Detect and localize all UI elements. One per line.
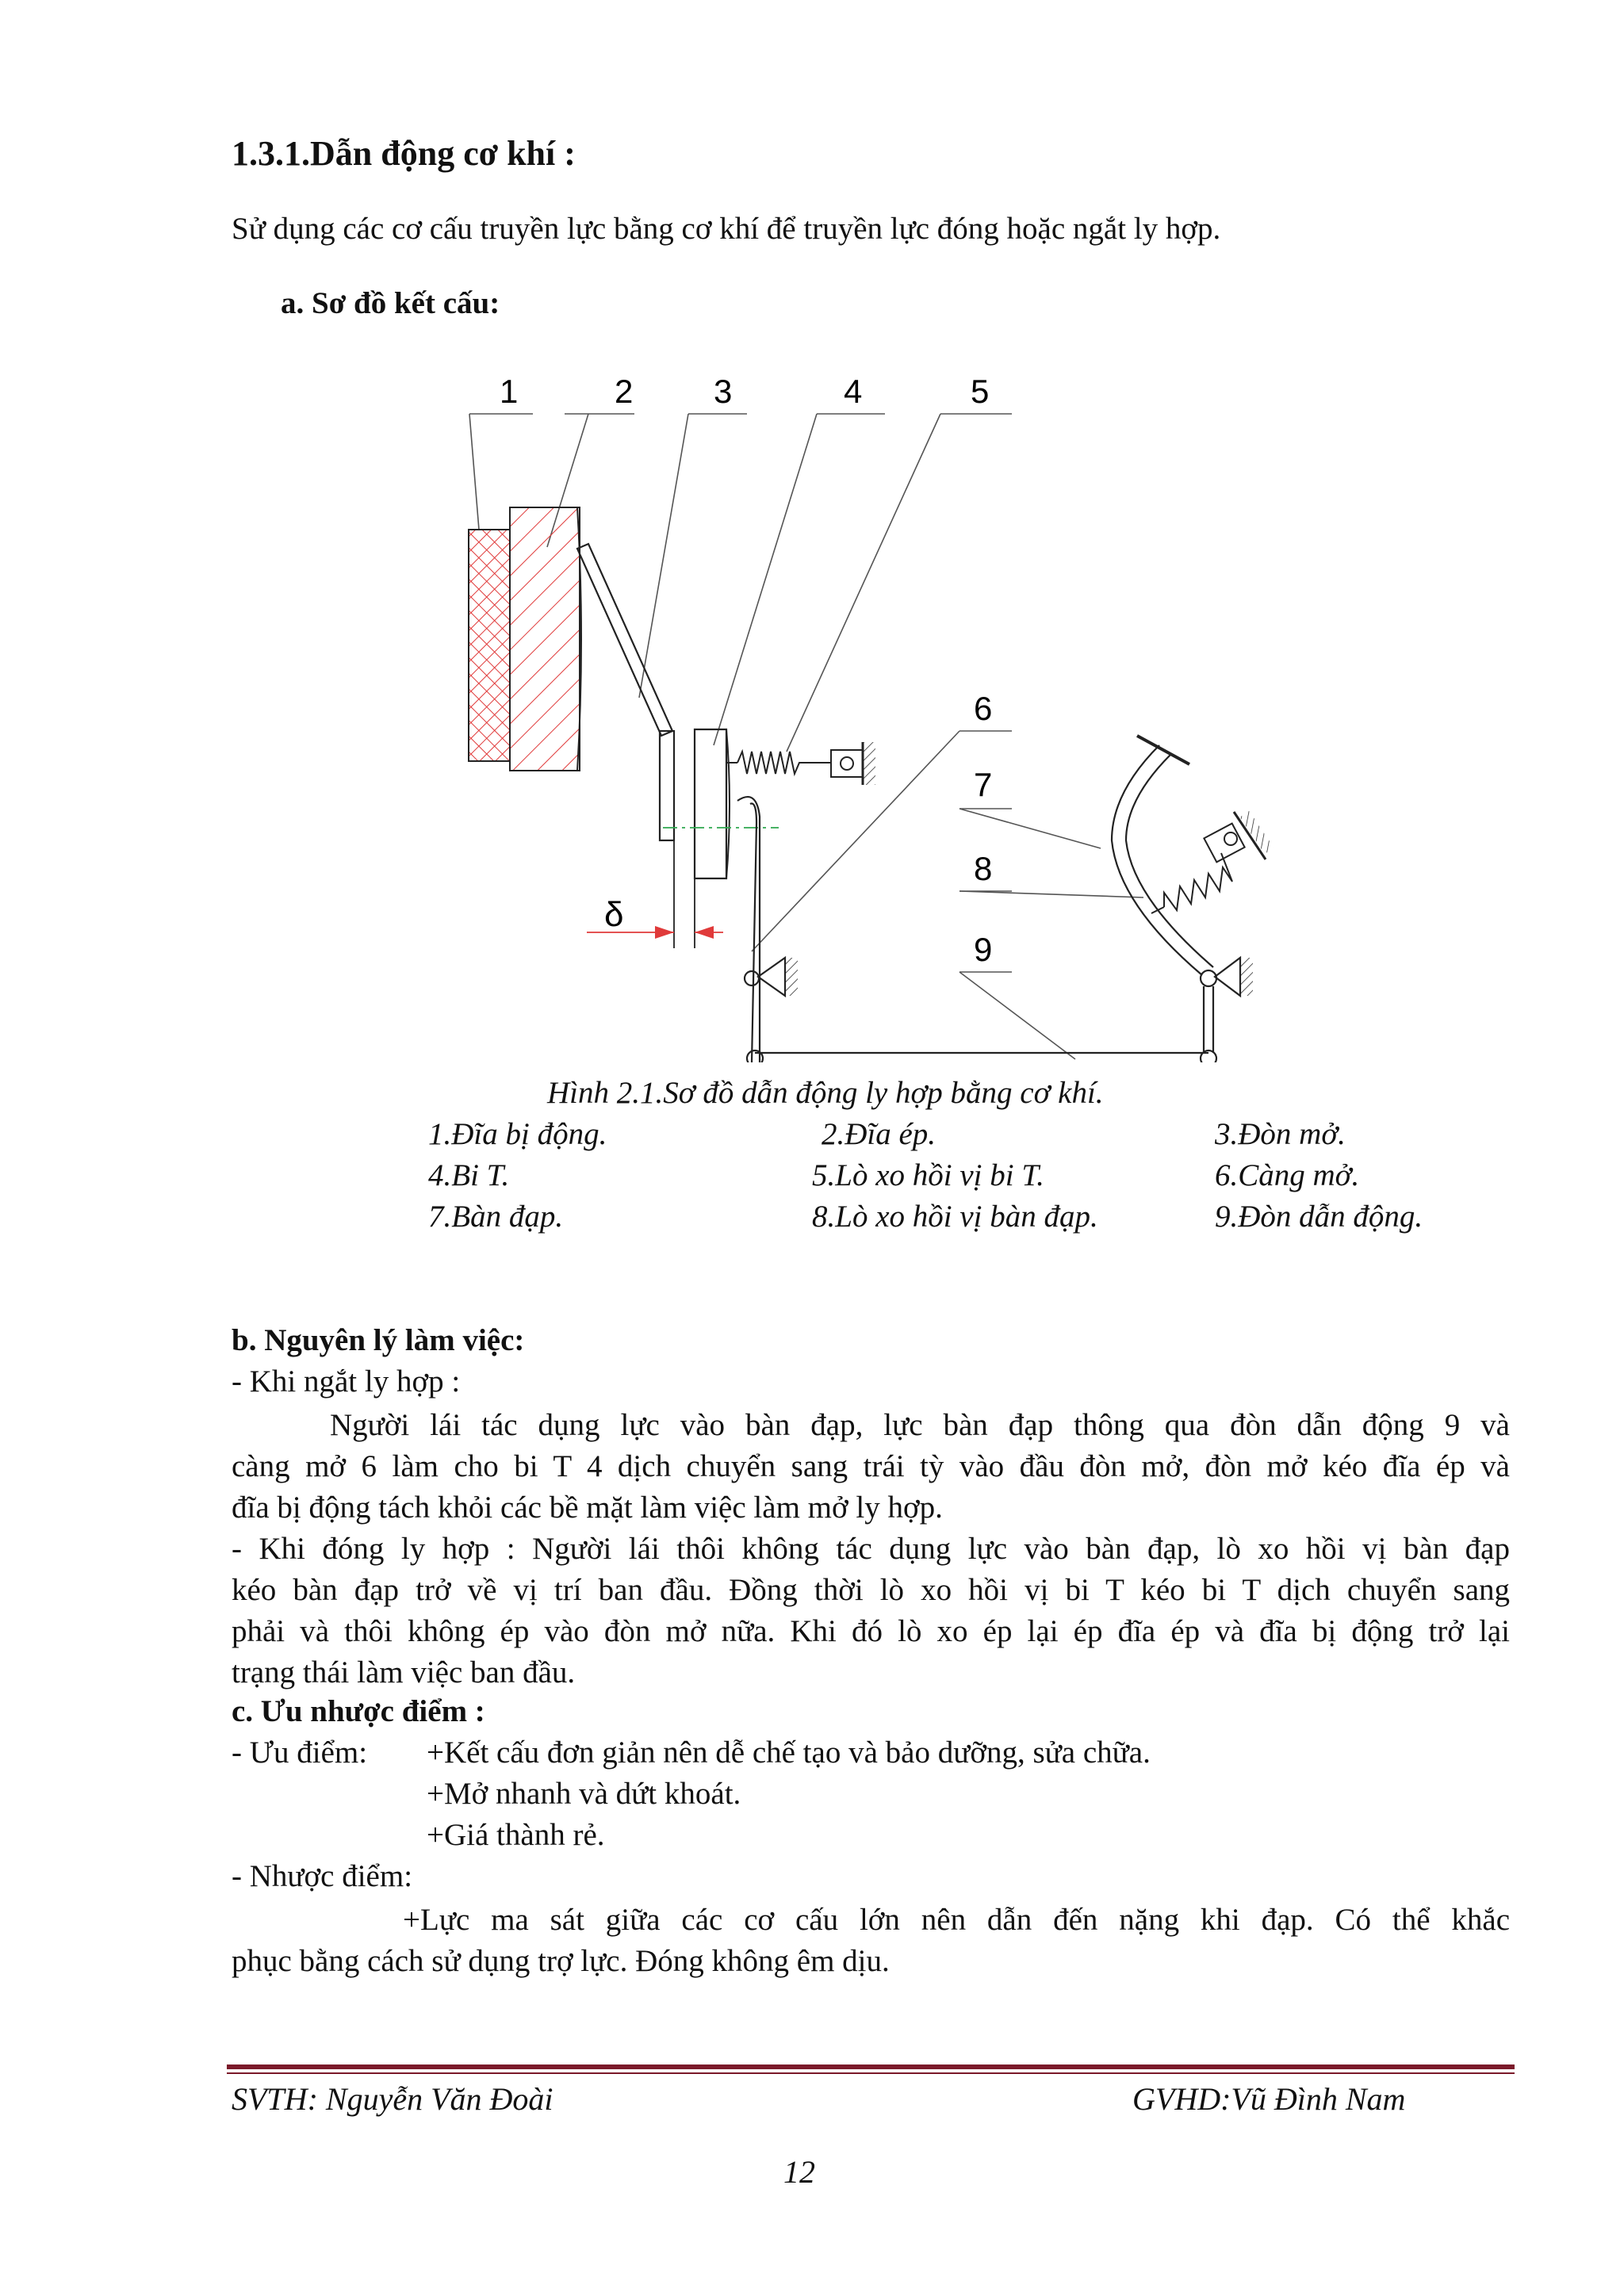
legend-2: 2.Đĩa ép. <box>822 1117 936 1151</box>
clutch-mechanism-diagram <box>436 349 1324 1062</box>
release-fork <box>737 797 785 1062</box>
footer-student: SVTH: Nguyễn Văn Đoài <box>232 2081 553 2117</box>
part-b-heading: b. Nguyên lý làm việc: <box>232 1323 525 1357</box>
footer-rule-thin <box>227 2072 1515 2074</box>
fork-pivot-hatch <box>785 958 798 996</box>
label-6: 6 <box>974 690 993 727</box>
section-heading: 1.3.1.Dẫn động cơ khí : <box>232 134 576 173</box>
footer-rule-thick <box>227 2064 1515 2069</box>
label-8: 8 <box>974 850 993 887</box>
figure-caption: Hình 2.1.Sơ đồ dẫn động ly hợp bằng cơ khí. <box>547 1076 1104 1110</box>
part-c-heading: c. Ưu nhược điểm : <box>232 1694 485 1728</box>
spring-mount-hatch <box>863 742 875 785</box>
legend-1: 1.Đĩa bị động. <box>428 1117 607 1151</box>
label-2: 2 <box>615 373 634 410</box>
part-a-heading: a. Sơ đồ kết cấu: <box>281 286 500 320</box>
engage-line-4: trạng thái làm việc ban đầu. <box>232 1655 576 1689</box>
bearing-return-spring <box>726 742 863 785</box>
label-4: 4 <box>844 373 863 410</box>
linkage-rod <box>747 1050 1216 1062</box>
advantage-3: +Giá thành rẻ. <box>427 1818 605 1852</box>
legend-6: 6.Càng mở. <box>1215 1158 1360 1192</box>
label-delta: δ <box>604 895 624 934</box>
legend-8: 8.Lò xo hồi vị bàn đạp. <box>812 1200 1098 1234</box>
advantages-label: - Ưu điểm: <box>232 1735 368 1770</box>
disengage-line-3: đĩa bị động tách khỏi các bề mặt làm việc làm mở ly hợp. <box>232 1490 943 1525</box>
footer-advisor: GVHD:Vũ Đình Nam <box>1132 2081 1406 2117</box>
label-5: 5 <box>971 373 990 410</box>
legend-9: 9.Đòn dẫn động. <box>1215 1200 1423 1234</box>
section-intro: Sử dụng các cơ cấu truyền lực bằng cơ khí để truyền lực đóng hoặc ngắt ly hợp. <box>232 212 1221 246</box>
disadvantages-label: - Nhược điểm: <box>232 1859 413 1893</box>
pedal-pivot-hatch <box>1240 958 1253 996</box>
disengage-line-2: càng mở 6 làm cho bi T 4 dịch chuyển sang trái tỳ vào đầu đòn mở, đòn mở kéo đĩa ép và <box>232 1449 1510 1483</box>
engage-line-3: phải và thôi không ép vào đòn mở nữa. Khi đó lò xo ép lại ép đĩa ép và đĩa bị động trở lại <box>232 1614 1510 1648</box>
legend-4: 4.Bi T. <box>428 1158 510 1192</box>
release-bearing <box>695 729 726 878</box>
disadvantage-line-2: phục bằng cách sử dụng trợ lực. Đóng không êm dịu. <box>232 1944 890 1978</box>
clearance-dimension <box>587 840 723 948</box>
disengage-label: - Khi ngắt ly hợp : <box>232 1364 461 1399</box>
driven-disc <box>469 530 510 761</box>
page-number: 12 <box>783 2154 815 2190</box>
advantage-1: +Kết cấu đơn giản nên dễ chế tạo và bảo dưỡng, sửa chữa. <box>427 1735 1151 1770</box>
label-7: 7 <box>974 766 993 803</box>
disadvantage-line-1: +Lực ma sát giữa các cơ cấu lớn nên dẫn đến nặng khi đạp. Có thể khắc <box>403 1903 1510 1937</box>
legend-3: 3.Đòn mở. <box>1215 1117 1346 1151</box>
label-9: 9 <box>974 931 993 968</box>
release-lever <box>577 544 672 736</box>
legend-7: 7.Bàn đạp. <box>428 1200 564 1234</box>
label-3: 3 <box>714 373 733 410</box>
disengage-line-1: Người lái tác dụng lực vào bàn đạp, lực bàn đạp thông qua đòn dẫn động 9 và <box>330 1408 1510 1442</box>
pressure-plate <box>510 507 580 771</box>
advantage-2: +Mở nhanh và dứt khoát. <box>427 1777 741 1811</box>
engage-line-1: - Khi đóng ly hợp : Người lái thôi không tác dụng lực vào bàn đạp, lò xo hồi vị bàn đạp <box>232 1532 1510 1566</box>
label-1: 1 <box>500 373 519 410</box>
legend-5: 5.Lò xo hồi vị bi T. <box>812 1158 1044 1192</box>
clutch-pedal <box>1112 736 1240 1053</box>
engage-line-2: kéo bàn đạp trở về vị trí ban đầu. Đồng thời lò xo hồi vị bi T kéo bi T dịch chuyển sang <box>232 1573 1510 1607</box>
